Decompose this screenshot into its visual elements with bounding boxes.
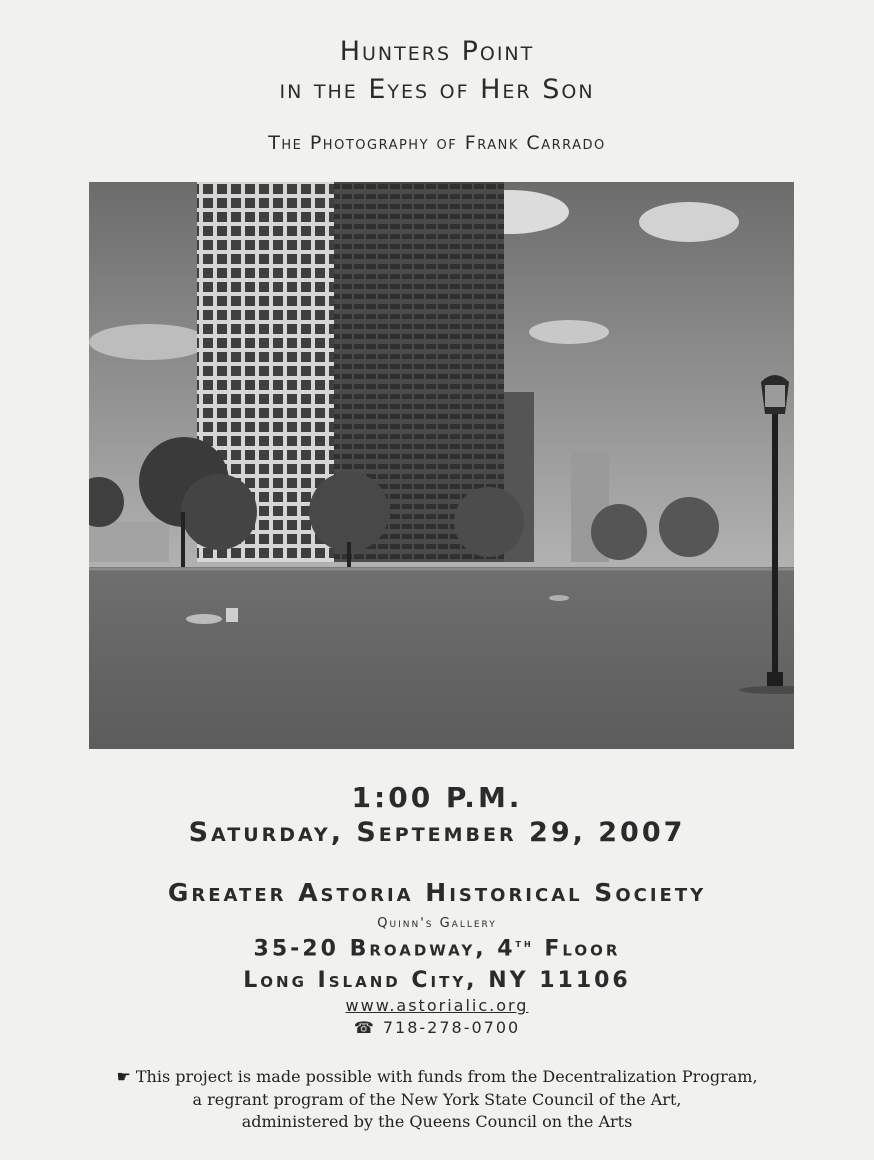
event-date: Saturday, September 29, 2007: [188, 817, 686, 848]
credit-line-2: a regrant program of the New York State Council of the Art,: [192, 1090, 682, 1109]
title-line-1: Hunters Point: [339, 36, 535, 67]
phone-text: 718-278-0700: [382, 1018, 521, 1037]
street-address: [0, 936, 874, 961]
credit-line-3: administered by the Queens Council on the Arts: [241, 1112, 633, 1131]
street-address-suffix: Floor: [533, 936, 621, 962]
credit-line-1: [0, 1067, 874, 1086]
phone-number: [0, 1018, 874, 1037]
credit-text-1: This project is made possible with funds from the Decentralization Program,: [135, 1067, 758, 1086]
website-link[interactable]: www.astorialic.org: [345, 996, 529, 1015]
city-address: Long Island City, NY 11106: [243, 968, 631, 993]
gallery-name: Quinn's Gallery: [377, 916, 497, 931]
hunters-point-photo: [89, 182, 794, 749]
street-address-prefix: 35-20 Broadway, 4: [253, 936, 516, 962]
event-time: 1:00 P.M.: [351, 781, 523, 814]
organization-name: Greater Astoria Historical Society: [167, 878, 707, 907]
title-line-2: in the Eyes of Her Son: [279, 74, 595, 105]
phone-icon: ☎: [353, 1018, 376, 1037]
subtitle: The Photography of Frank Carrado: [268, 132, 606, 154]
floor-ordinal: th: [515, 936, 534, 950]
pointing-hand-icon: ☛: [116, 1067, 131, 1086]
